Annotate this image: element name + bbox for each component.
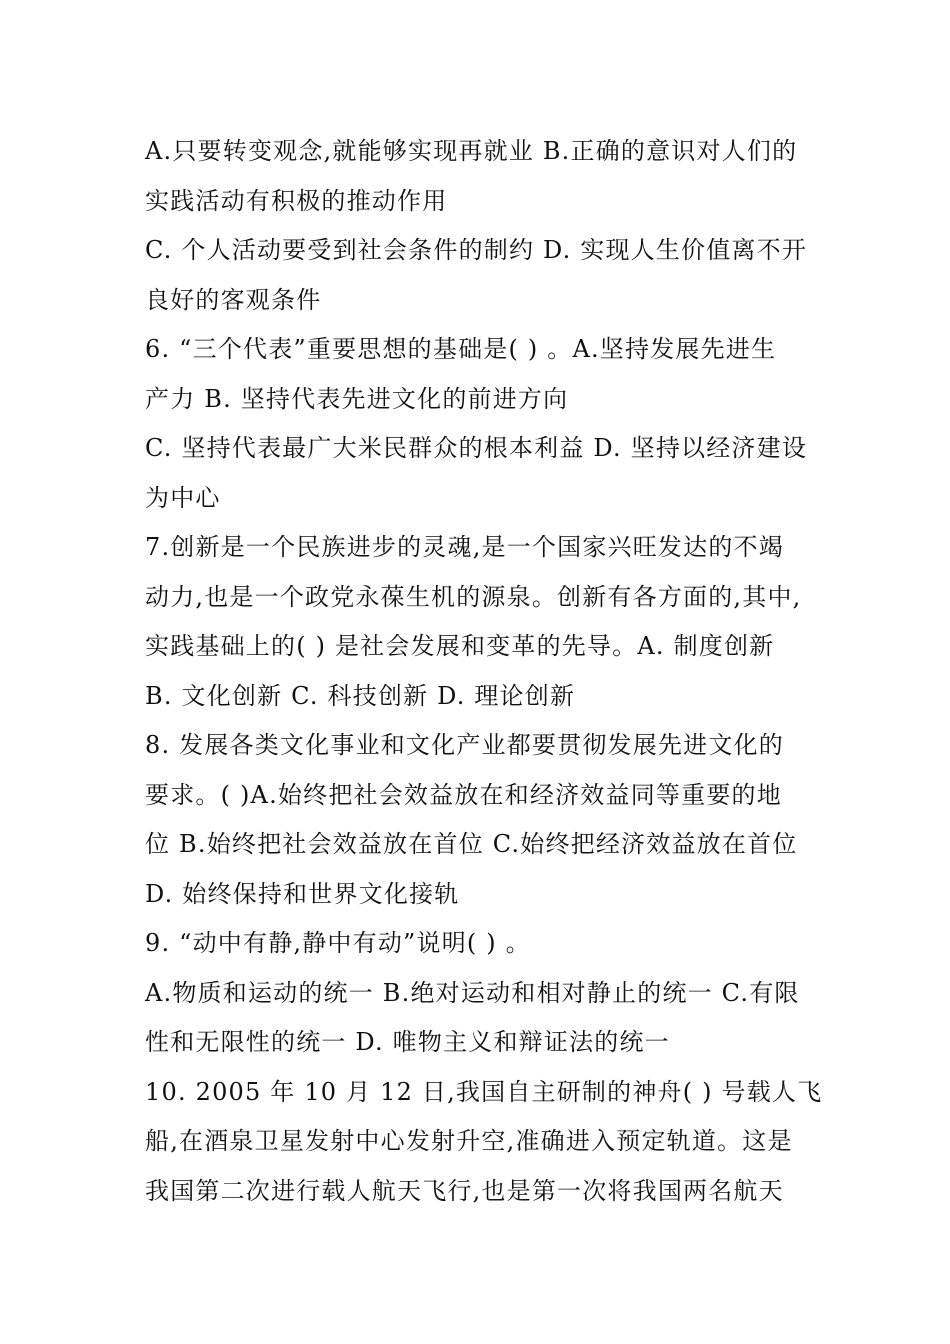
text-line-7: C. 坚持代表最广大米民群众的根本利益 D. 坚持以经济建设: [145, 434, 808, 462]
text-line-6: 产力 B. 坚持代表先进文化的前进方向: [145, 384, 569, 413]
text-line-5: 6. “三个代表”重要思想的基础是( ) 。A.坚持发展先进生: [145, 335, 777, 363]
text-line-19: 性和无限性的统一 D. 唯物主义和辩证法的统一: [145, 1028, 670, 1056]
text-line-1: A.只要转变观念,就能够实现再就业 B.正确的意识对人们的: [145, 137, 798, 165]
text-line-2: 实践活动有积极的推动作用: [145, 186, 448, 215]
text-line-16: D. 始终保持和世界文化接轨: [145, 879, 460, 908]
text-line-4: 良好的客观条件: [145, 285, 322, 314]
text-line-11: 实践基础上的( ) 是社会发展和变革的先导。A. 制度创新: [145, 632, 775, 660]
text-line-8: 为中心: [145, 483, 221, 512]
document-body: [145, 127, 823, 1216]
text-line-18: A.物质和运动的统一 B.绝对运动和相对静止的统一 C.有限: [145, 978, 800, 1007]
text-line-21: 船,在酒泉卫星发射中心发射升空,准确进入预定轨道。这是: [145, 1127, 793, 1155]
text-line-10: 动力,也是一个政党永葆生机的源泉。创新有各方面的,其中,: [145, 582, 802, 611]
text-line-13: 8. 发展各类文化事业和文化产业都要贯彻发展先进文化的: [145, 731, 784, 759]
text-line-9: 7.创新是一个民族进步的灵魂,是一个国家兴旺发达的不竭: [145, 533, 784, 561]
text-line-15: 位 B.始终把社会效益放在首位 C.始终把经济效益放在首位: [145, 830, 798, 858]
text-line-17: 9. “动中有静,静中有动”说明( ) 。: [145, 929, 531, 957]
text-line-14: 要求。( )A.始终把社会效益放在和经济效益同等重要的地: [145, 780, 782, 809]
text-line-20: 10. 2005 年 10 月 12 日,我国自主研制的神舟( ) 号载人飞: [145, 1077, 823, 1106]
text-line-12: B. 文化创新 C. 科技创新 D. 理论创新: [145, 681, 576, 710]
text-line-22: 我国第二次进行载人航天飞行,也是第一次将我国两名航天: [145, 1176, 784, 1205]
text-line-3: C. 个人活动要受到社会条件的制约 D. 实现人生价值离不开: [145, 236, 808, 264]
